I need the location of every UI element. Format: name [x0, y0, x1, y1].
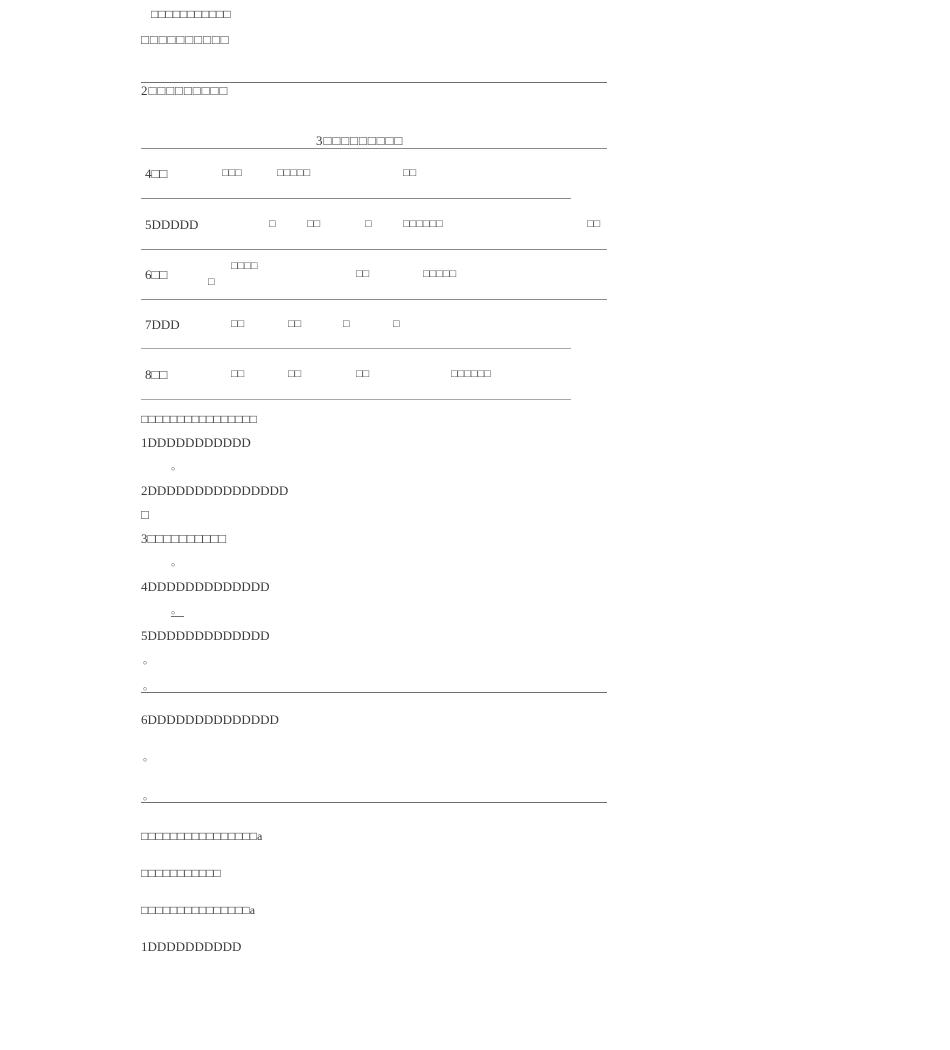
row-8-cell-2: □□: [288, 368, 302, 380]
row-4-label: 4□□: [145, 166, 168, 181]
question-5-answer-blank-2: 。: [143, 680, 154, 692]
question-2-box: □: [141, 507, 149, 522]
row-5-cell-3: □: [365, 218, 372, 230]
row-5-cell-5: □□: [587, 218, 601, 230]
row-7-label: 7DDD: [145, 317, 180, 332]
row-rule: [141, 249, 607, 250]
footer-line-2: □□□□□□□□□□□: [141, 866, 221, 880]
question-2: 2DDDDDDDDDDDDDDD: [141, 483, 289, 498]
row-5-label: 5DDDDD: [145, 217, 199, 232]
row-4-cell-2: □□□□□: [277, 167, 311, 179]
header-line-3: 2□□□□□□□□□: [141, 83, 229, 98]
question-4-answer-blank: 。: [171, 604, 182, 616]
header-line-2: □□□□□□□□□□: [141, 32, 230, 47]
row-6-cell-2: □□□□□: [423, 268, 457, 280]
question-6: 6DDDDDDDDDDDDDD: [141, 712, 279, 727]
row-rule: [141, 299, 607, 300]
row-6-label: 6□□: [145, 267, 168, 282]
row-7-cell-2: □□: [288, 318, 302, 330]
question-3: 3□□□□□□□□□□: [141, 531, 227, 546]
header-line-1: □□□□□□□□□□□: [151, 7, 231, 21]
table-bottom-rule: [141, 399, 571, 400]
question-5-answer-blank-1: 。: [143, 654, 154, 666]
row-7-cell-3: □: [343, 318, 350, 330]
row-4-cell-1: □□□: [222, 167, 242, 179]
question-1: 1DDDDDDDDDDD: [141, 435, 251, 450]
question-6-answer-blank-2: 。: [143, 790, 154, 802]
row-rule: [141, 198, 571, 199]
question-1-answer-blank: 。: [171, 460, 182, 472]
footer-line-4: 1DDDDDDDDDD: [141, 939, 242, 954]
row-5-cell-2: □□: [307, 218, 321, 230]
answer-line: [171, 616, 184, 617]
row-5-cell-1: □: [269, 218, 276, 230]
table-title: 3□□□□□□□□□: [316, 133, 404, 148]
answer-line: [141, 802, 607, 803]
row-8-cell-4: □□□□□□: [451, 368, 491, 380]
row-8-cell-3: □□: [356, 368, 370, 380]
row-8-label: 8□□: [145, 367, 168, 382]
footer-line-3: □□□□□□□□□□□□□□□a: [141, 903, 256, 917]
question-4: 4DDDDDDDDDDDDD: [141, 579, 270, 594]
table-top-rule: [141, 148, 607, 149]
footer-line-1: □□□□□□□□□□□□□□□□a: [141, 829, 263, 843]
question-6-answer-blank-1: 。: [143, 751, 154, 763]
row-6-cell-sub: □: [208, 276, 215, 288]
row-6-cell-1: □□: [356, 268, 370, 280]
row-7-cell-1: □□: [231, 318, 245, 330]
row-rule: [141, 348, 571, 349]
row-6-cell-sup: □□□□: [231, 260, 258, 272]
row-8-cell-1: □□: [231, 368, 245, 380]
question-5: 5DDDDDDDDDDDDD: [141, 628, 270, 643]
question-3-answer-blank: 。: [171, 556, 182, 568]
row-5-cell-4: □□□□□□: [403, 218, 443, 230]
row-4-cell-3: □□: [403, 167, 417, 179]
row-7-cell-4: □: [393, 318, 400, 330]
questions-heading: □□□□□□□□□□□□□□□□: [141, 412, 257, 426]
answer-line: [141, 692, 607, 693]
